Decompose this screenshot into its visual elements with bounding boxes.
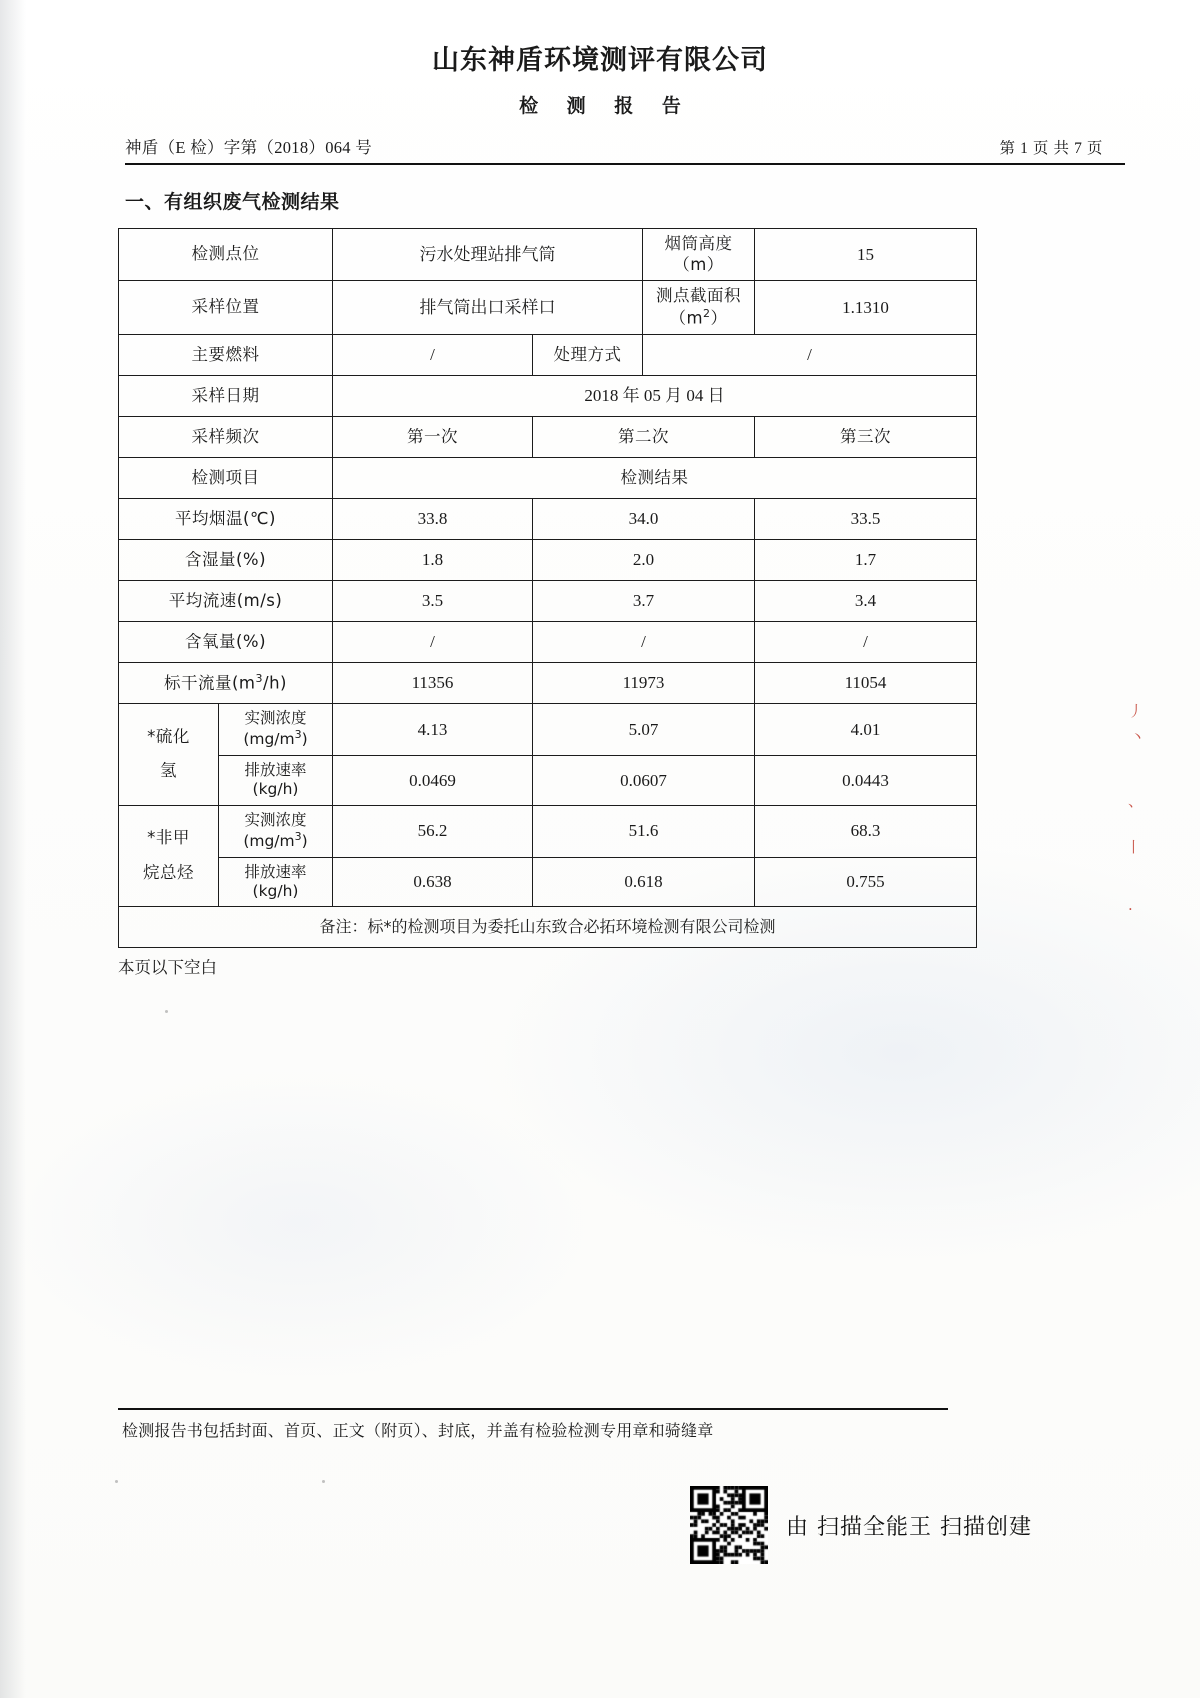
table-note: 备注：标*的检测项目为委托山东致合必拓环境检测有限公司检测 (119, 907, 977, 948)
label-section-area: 测点截面积$(m^2)$ (643, 281, 755, 335)
speck (322, 1480, 325, 1483)
table-row (119, 755, 977, 805)
table-row (119, 663, 977, 704)
label-sampling-date: 采样日期 (119, 376, 333, 417)
measurement-name: 平均流速(m/s) (119, 581, 333, 622)
pollutant-value-1: 0.0469 (333, 755, 533, 805)
measurement-value-1: 3.5 (333, 581, 533, 622)
label-stack-height: 烟筒高度（m） (643, 229, 755, 281)
value-fuel: / (333, 335, 533, 376)
measurement-value-2: / (533, 622, 755, 663)
pollutant-value-2: 5.07 (533, 704, 755, 756)
scan-watermark (690, 1486, 1032, 1564)
value-frequency-2: 第二次 (533, 417, 755, 458)
pollutant-value-2: 51.6 (533, 805, 755, 857)
value-section-area: 1.1310 (755, 281, 977, 335)
label-fuel: 主要燃料 (119, 335, 333, 376)
measurement-value-2: 34.0 (533, 499, 755, 540)
pollutant-metric-label: 实测浓度 $(mg/m^3)$ (219, 805, 333, 857)
table-row (119, 335, 977, 376)
table-row (119, 458, 977, 499)
seal-fragment-4: 丨 (1126, 838, 1142, 856)
seal-fragment-2: 丶 (1130, 728, 1146, 746)
pollutant-name-line1: *非甲 (147, 828, 190, 848)
qr-code-icon (690, 1486, 768, 1564)
table-row (119, 376, 977, 417)
doc-number: 神盾（E 检）字第（2018）064 号 (125, 138, 373, 157)
section-title: 一、有组织废气检测结果 (125, 191, 340, 213)
pollutant-value-2: 0.618 (533, 857, 755, 907)
measurement-value-3: 33.5 (755, 499, 977, 540)
table-row (119, 581, 977, 622)
value-stack-height: 15 (755, 229, 977, 281)
label-test-item: 检测项目 (119, 458, 333, 499)
pollutant-value-3: 0.755 (755, 857, 977, 907)
doc-number-row (125, 134, 1125, 165)
flow-name: 标干流量$(m^3/h)$ (119, 663, 333, 704)
pollutant-metric-label: 排放速率 (kg/h) (219, 857, 333, 907)
pollutant-value-2: 0.0607 (533, 755, 755, 805)
label-sampling-frequency: 采样频次 (119, 417, 333, 458)
blank-page-note: 本页以下空白 (118, 958, 217, 978)
scan-watermark-text: 由 扫描全能王 扫描创建 (786, 1514, 1032, 1540)
table-row (119, 622, 977, 663)
pollutant-metric-label: 实测浓度 $(mg/m^3)$ (219, 704, 333, 756)
label-treatment: 处理方式 (533, 335, 643, 376)
pollutant-metric-label: 排放速率 (kg/h) (219, 755, 333, 805)
value-sampling-position: 排气筒出口采样口 (333, 281, 643, 335)
value-sampling-date: 2018 年 05 月 04 日 (333, 376, 977, 417)
flow-value-2: 11973 (533, 663, 755, 704)
seal-fragment-1: 丿 (1128, 702, 1144, 720)
speck (115, 1480, 118, 1483)
table-row (119, 540, 977, 581)
measurement-name: 平均烟温(℃) (119, 499, 333, 540)
value-frequency-1: 第一次 (333, 417, 533, 458)
measurement-value-2: 2.0 (533, 540, 755, 581)
label-point: 检测点位 (119, 229, 333, 281)
flow-value-1: 11356 (333, 663, 533, 704)
table-row (119, 499, 977, 540)
seal-fragment-5: . (1128, 896, 1133, 914)
table-row (119, 417, 977, 458)
company-title: 山东神盾环境测评有限公司 (432, 45, 768, 76)
measurement-value-3: 1.7 (755, 540, 977, 581)
pollutant-value-1: 0.638 (333, 857, 533, 907)
measurement-name: 含湿量(%) (119, 540, 333, 581)
measurement-value-1: / (333, 622, 533, 663)
measurement-value-3: / (755, 622, 977, 663)
pollutant-name (119, 805, 219, 907)
flow-value-3: 11054 (755, 663, 977, 704)
seal-fragment-3: 、 (1128, 792, 1144, 810)
page-edge-shadow (0, 0, 26, 1698)
measurement-value-1: 1.8 (333, 540, 533, 581)
pollutant-name (119, 704, 219, 806)
measurement-value-2: 3.7 (533, 581, 755, 622)
label-test-result: 检测结果 (333, 458, 977, 499)
speck (165, 1010, 168, 1013)
pollutant-value-3: 4.01 (755, 704, 977, 756)
table-row (119, 805, 977, 857)
pollutant-value-1: 4.13 (333, 704, 533, 756)
measurement-name: 含氧量(%) (119, 622, 333, 663)
pollutant-name-line2: 烷总烃 (143, 862, 194, 882)
pollutant-name-line2: 氢 (160, 761, 177, 781)
pollutant-value-1: 56.2 (333, 805, 533, 857)
measurement-value-3: 3.4 (755, 581, 977, 622)
value-point: 污水处理站排气筒 (333, 229, 643, 281)
label-sampling-position: 采样位置 (119, 281, 333, 335)
value-frequency-3: 第三次 (755, 417, 977, 458)
pollutant-value-3: 0.0443 (755, 755, 977, 805)
table-row (119, 281, 977, 335)
table-row (119, 229, 977, 281)
emission-results-table (118, 228, 977, 948)
footer-note: 检测报告书包括封面、首页、正文（附页）、封底，并盖有检验检测专用章和骑缝章 (122, 1421, 714, 1440)
table-row (119, 704, 977, 756)
table-row (119, 907, 977, 948)
footer-divider (118, 1408, 948, 1410)
pollutant-name-line1: *硫化 (147, 726, 190, 746)
page-number: 第 1 页 共 7 页 (999, 140, 1103, 157)
table-row (119, 857, 977, 907)
pollutant-value-3: 68.3 (755, 805, 977, 857)
report-title: 检 测 报 告 (519, 95, 692, 117)
value-treatment: / (643, 335, 977, 376)
measurement-value-1: 33.8 (333, 499, 533, 540)
